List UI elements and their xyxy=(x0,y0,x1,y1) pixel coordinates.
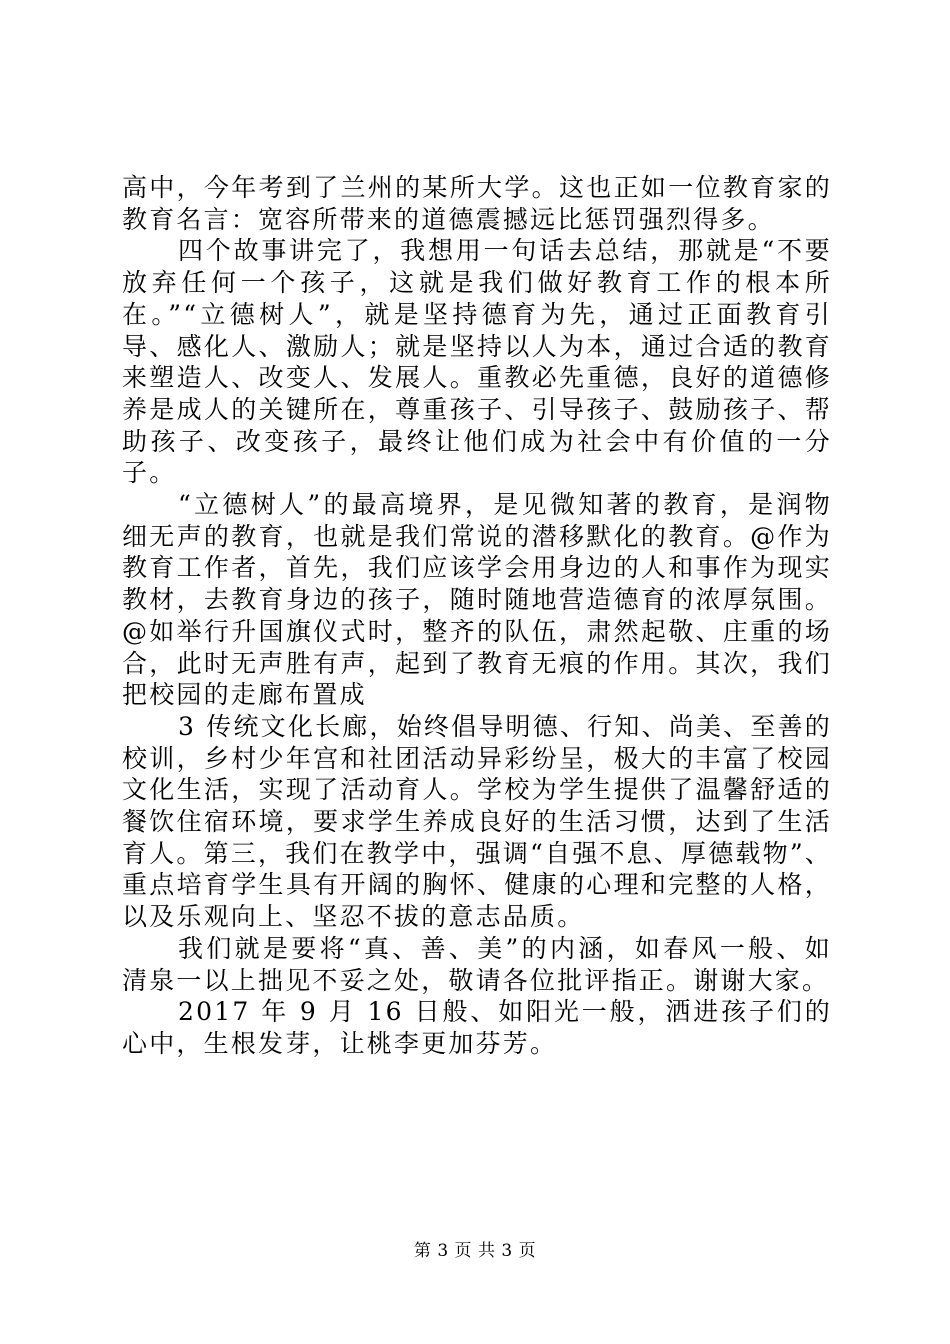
document-body xyxy=(122,172,832,1060)
paragraph-3: “立德树人”的最高境界，是见微知著的教育，是润物细无声的教育，也就是我们常说的潜移默化的教育。@作为教育工作者，首先，我们应该学会用身边的人和事作为现实教材，去教育身边的孩子，随时随地营造德育的浓厚氛围。@如举行升国旗仪式时，整齐的队伍，肃然起敬、庄重的场合，此时无声胜有声，起到了教育无痕的作用。其次，我们把校园的走廊布置成 xyxy=(122,490,832,710)
paragraph-1: 高中，今年考到了兰州的某所大学。这也正如一位教育家的教育名言：宽容所带来的道德震撼远比惩罚强烈得多。 xyxy=(122,173,832,234)
page-number-footer: 第 3 页 共 3 页 xyxy=(413,1241,537,1261)
paragraph-2: 四个故事讲完了，我想用一句话去总结，那就是“不要放弃任何一个孩子，这就是我们做好教育工作的根本所在。”“立德树人”，就是坚持德育为先，通过正面教育引导、感化人、激励人；就是坚持以人为本，通过合适的教育来塑造人、改变人、发展人。重教必先重德，良好的道德修养是成人的关键所在，尊重孩子、引导孩子、鼓励孩子、帮助孩子、改变孩子，最终让他们成为社会中有价值的一分子。 xyxy=(122,236,832,488)
paragraph-5: 我们就是要将“真、善、美”的内涵，如春风一般、如清泉一以上拙见不妥之处，敬请各位批评指正。谢谢大家。 xyxy=(122,933,832,995)
paragraph-6: 2017 年 9 月 16 日般、如阳光一般，洒进孩子们的心中，生根发芽，让桃李更加芬芳。 xyxy=(122,997,832,1058)
paragraph-4: 3 传统文化长廊，始终倡导明德、行知、尚美、至善的校训，乡村少年宫和社团活动异彩纷呈，极大的丰富了校园文化生活，实现了活动育人。学校为学生提供了温馨舒适的餐饮住宿环境，要求学生养成良好的生活习惯，达到了生活育人。第三，我们在教学中，强调“自强不息、厚德载物”、重点培育学生具有开阔的胸怀、健康的心理和完整的人格，以及乐观向上、坚忍不拔的意志品质。 xyxy=(122,711,832,932)
